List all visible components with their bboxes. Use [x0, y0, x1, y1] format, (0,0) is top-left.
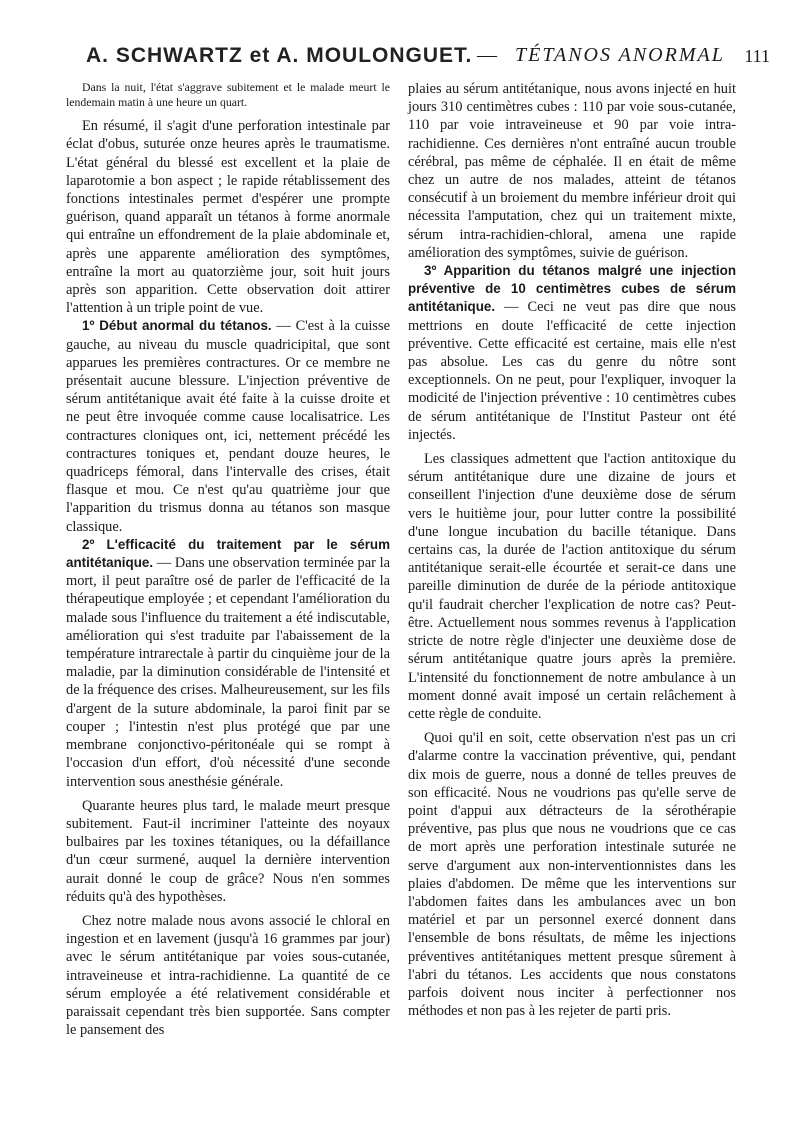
paragraph-death: Quarante heures plus tard, le malade meurt presque subitement. Faut-il incriminer l'atteinte des noyaux bulbaires par les toxines tétaniques, ou la défaillance d'un cœur surmené, auquel la dernière intervention aurait donné le coup de grâce? Nous n'en sommes réduits qu'à des hypothèses.	[66, 797, 390, 905]
section-heading-1: 1º Début anormal du tétanos.	[82, 318, 272, 334]
paragraph-point-2	[66, 536, 390, 791]
paragraph-point-1-body: — C'est à la cuisse gauche, au niveau du muscle quadricipital, que sont apparues les premières contractures. Or ce membre ne présentait aucune blessure. L'injection préventive de sérum antitétanique avait été faite à la cuisse droite et ne peut être invoquée comme cause localisatrice. Les contractures cloniques ont, ici, nettement précédé les contractures toniques et, pendant douze heures, le quadriceps fémoral, dans l'intervalle des crises, était flasque et mou. Ce n'est qu'au quatrième jour que l'apparition du trismus donna au tétanos son masque classique.	[66, 318, 390, 535]
paragraph-point-2-body: — Dans une observation terminée par la mort, il peut paraître osé de parler de l'efficacité de la thérapeutique employée ; et cependant l'amélioration du malade sous l'influence du traitement a été indiscutable, amélioration qui s'est traduite par l'abaissement de la température intrarectale à partir du cinquième jour de la maladie, par la diminution considérable de l'intensité et de la fréquence des crises. Malheureusement, sur les fils d'argent de la suture abdominale, la paroi finit par se couper ; l'intestin n'est plus protégé que par une membrane conjonctivo-péritonéale qui se rompt à l'occasion d'un effort, d'où nécessité d'une seconde intervention sous anesthésie générale.	[66, 555, 390, 790]
section-heading-3: 3º Apparition du tétanos malgré une injection préventive de 10 centimètres cubes de sérum antitétanique.	[408, 263, 736, 315]
page-number: 111	[744, 46, 770, 66]
paragraph-summary: En résumé, il s'agit d'une perforation intestinale par éclat d'obus, suturée onze heures après le traumatisme. L'état général du blessé est excellent et la plaie de laparotomie a bon aspect ; le rapide rétablissement des fonctions intestinales permet d'espérer une prompte guérison, quand apparaît un tétanos à forme anormale qui entraîne un effondrement de la plaie abdominale et, après une apparente amélioration des symptômes, entraîne la mort au quatorzième jour, soit huit jours après son apparition. Cette observation doit attirer l'attention à un triple point de vue.	[66, 118, 390, 317]
paragraph-injections: plaies au sérum antitétanique, nous avons injecté en huit jours 310 centimètres cubes : 110 par voie sous-cutanée, 110 par voie intraveineuse et 90 par voie intra-rachidienne. Ces dernières n'ont entraîné aucun trouble cérébral, pas même de céphalée. Il en était de même chez un autre de nos malades, atteint de tétanos consécutif à un broiement du membre inférieur droit qui nécessita l'amputation, chez qui un traitement mixte, sérum intra-rachidien-chloral, amena une rapide amélioration des symptômes, suivie de guérison.	[408, 81, 736, 261]
left-column	[66, 80, 390, 1039]
paragraph-conclusion: Quoi qu'il en soit, cette observation n'est pas un cri d'alarme contre la vaccination préventive, qui, pendant dix mois de guerre, nous a donné de telles preuves de son efficacité. Nous ne voudrions pas qu'elle serve de point d'appui aux détracteurs de la sérothérapie préventive, pas plus que nous ne voudrions que ce cas de mort après une perforation intestinale suturée ne serve d'argument aux non-interventionnistes dans les plaies d'abdomen. De même que les interventions sur l'abdomen faites dans les ambulances avec un bon matériel et par un personnel exercé donnent dans l'ensemble de bons résultats, de même les injections préventives antitétaniques mettent presque sûrement à l'abri du tétanos. Les accidents que nous constatons parfois doivent nous inciter à perfectionner nos méthodes et non pas à les rejeter de parti pris.	[408, 730, 736, 1020]
right-column	[408, 80, 736, 1020]
paragraph-classics: Les classiques admettent que l'action antitoxique du sérum antitétanique dure une dizaine de jours et conseillent l'injection d'une deuxième dose de sérum vers le huitième jour, pour lutter contre la possibilité d'une longue incubation du bacille tétanique. Dans certains cas, la durée de l'action antitoxique du sérum antitétanique serait-elle écourtée et serait-ce dans une pareille diminution de durée de la période antitoxique qu'il faudrait chercher l'explication de notre cas? Peut-être. Actuellement nous sommes revenus à l'application stricte de notre règle d'injecter une deuxième dose de sérum antitétanique quatre jours après la première. L'intensité du fonctionnement de notre ambulance à un moment donné avait imposé un certain relâchement à cette règle de conduite.	[408, 451, 736, 722]
running-header	[52, 44, 770, 74]
paragraph-point-3	[408, 262, 736, 444]
paragraph-treatment: Chez notre malade nous avons associé le chloral en ingestion et en lavement (jusqu'à 16 grammes par jour) avec le sérum antitétanique par voies sous-cutanée, intraveineuse et intra-rachidienne. La quantité de ce sérum employée a été relativement considérable et paraissait cependant très bien supportée. Sans compter le pansement des	[66, 912, 390, 1039]
paragraph-intro-note: Dans la nuit, l'état s'aggrave subitement et le malade meurt le lendemain matin à une heure un quart.	[66, 80, 390, 109]
paragraph-point-1	[66, 317, 390, 535]
header-separator: —	[477, 44, 497, 66]
header-authors: A. SCHWARTZ et A. MOULONGUET.	[86, 44, 473, 67]
header-running-title: TÉTANOS ANORMAL	[515, 44, 725, 66]
section-heading-2: 2º L'efficacité du traitement par le sérum antitétanique.	[66, 536, 390, 571]
paragraph-point-3-body: — Ceci ne veut pas dire que nous mettrions en doute l'efficacité de cette injection préventive. Cette efficacité est certaine, mais elle n'est pas absolue. Les cas du genre du nôtre sont exceptionnels. On ne peut, pour l'expliquer, invoquer la modicité de l'injection préventive : 10 centimètres cubes de sérum antitétanique de l'Institut Pasteur ont été injectés.	[408, 299, 736, 443]
